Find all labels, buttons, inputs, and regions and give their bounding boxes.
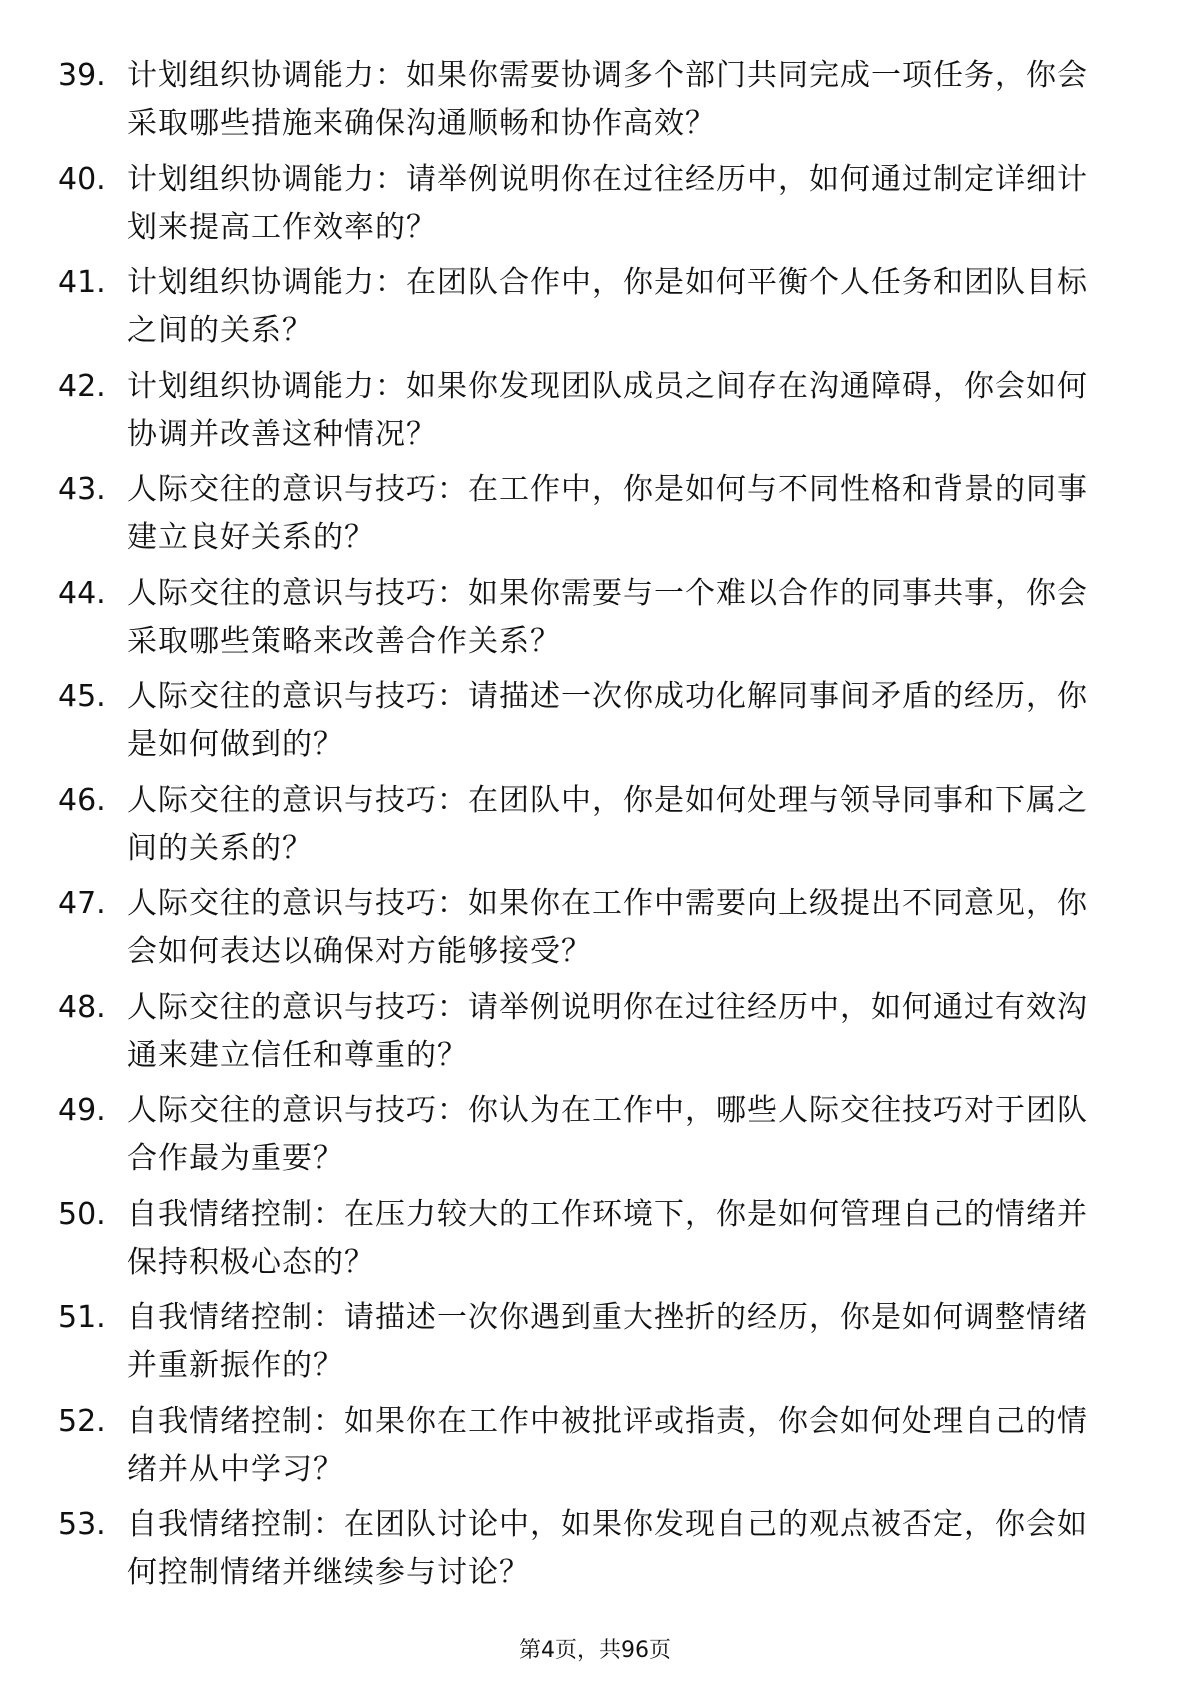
question-item-40	[0, 156, 1190, 260]
question-text: 计划组织协调能力：请举例说明你在过往经历中，如何通过制定详细计划来提高工作效率的？	[127, 161, 1088, 245]
question-number: 51.	[58, 1300, 106, 1335]
question-text: 人际交往的意识与技巧：请举例说明你在过往经历中，如何通过有效沟通来建立信任和尊重的？	[127, 989, 1088, 1073]
question-text: 计划组织协调能力：如果你发现团队成员之间存在沟通障碍，你会如何协调并改善这种情况？	[127, 368, 1088, 452]
question-number: 48.	[58, 989, 106, 1025]
question-item-48	[0, 984, 1190, 1088]
question-item-45	[0, 673, 1190, 777]
question-text: 自我情绪控制：如果你在工作中被批评或指责，你会如何处理自己的情绪并从中学习？	[127, 1403, 1088, 1487]
question-text: 计划组织协调能力：如果你需要协调多个部门共同完成一项任务，你会采取哪些措施来确保沟通顺畅和协作高效？	[127, 58, 1088, 141]
question-text: 自我情绪控制：请描述一次你遇到重大挫折的经历，你是如何调整情绪并重新振作的？	[127, 1300, 1088, 1383]
question-text: 人际交往的意识与技巧：如果你需要与一个难以合作的同事共事，你会采取哪些策略来改善合作关系？	[127, 575, 1088, 659]
question-text: 计划组织协调能力：在团队合作中，你是如何平衡个人任务和团队目标之间的关系？	[127, 265, 1088, 348]
question-number: 47.	[58, 886, 106, 921]
question-number: 41.	[58, 265, 106, 300]
question-number: 40.	[58, 161, 106, 197]
question-item-52	[0, 1398, 1190, 1502]
question-text: 人际交往的意识与技巧：请描述一次你成功化解同事间矛盾的经历，你是如何做到的？	[127, 679, 1088, 762]
question-number: 45.	[58, 679, 106, 714]
question-number: 44.	[58, 575, 106, 611]
question-item-46	[0, 777, 1190, 881]
question-text: 人际交往的意识与技巧：在团队中，你是如何处理与领导同事和下属之间的关系的？	[127, 782, 1088, 866]
question-number: 42.	[58, 368, 106, 404]
question-text: 自我情绪控制：在团队讨论中，如果你发现自己的观点被否定，你会如何控制情绪并继续参与讨论？	[127, 1507, 1088, 1590]
question-item-41	[0, 259, 1190, 363]
question-item-43	[0, 466, 1190, 570]
question-item-44	[0, 570, 1190, 674]
question-list	[0, 52, 1190, 1605]
question-item-47	[0, 880, 1190, 984]
question-item-51	[0, 1294, 1190, 1398]
question-item-42	[0, 363, 1190, 467]
question-text: 人际交往的意识与技巧：如果你在工作中需要向上级提出不同意见，你会如何表达以确保对方能够接受？	[127, 886, 1088, 969]
question-text: 自我情绪控制：在压力较大的工作环境下，你是如何管理自己的情绪并保持积极心态的？	[127, 1196, 1088, 1280]
question-number: 50.	[58, 1196, 106, 1232]
question-number: 39.	[58, 58, 106, 93]
question-number: 53.	[58, 1507, 106, 1542]
question-number: 43.	[58, 472, 106, 507]
question-number: 46.	[58, 782, 106, 818]
question-item-50	[0, 1191, 1190, 1295]
question-item-39	[0, 52, 1190, 156]
question-item-49	[0, 1087, 1190, 1191]
page-number-label: 第4页，共96页	[519, 1638, 671, 1663]
question-text: 人际交往的意识与技巧：你认为在工作中，哪些人际交往技巧对于团队合作最为重要？	[127, 1093, 1088, 1176]
question-number: 52.	[58, 1403, 106, 1439]
page-footer	[0, 1636, 1190, 1666]
question-text: 人际交往的意识与技巧：在工作中，你是如何与不同性格和背景的同事建立良好关系的？	[127, 472, 1088, 555]
question-item-53	[0, 1501, 1190, 1605]
question-number: 49.	[58, 1093, 106, 1128]
